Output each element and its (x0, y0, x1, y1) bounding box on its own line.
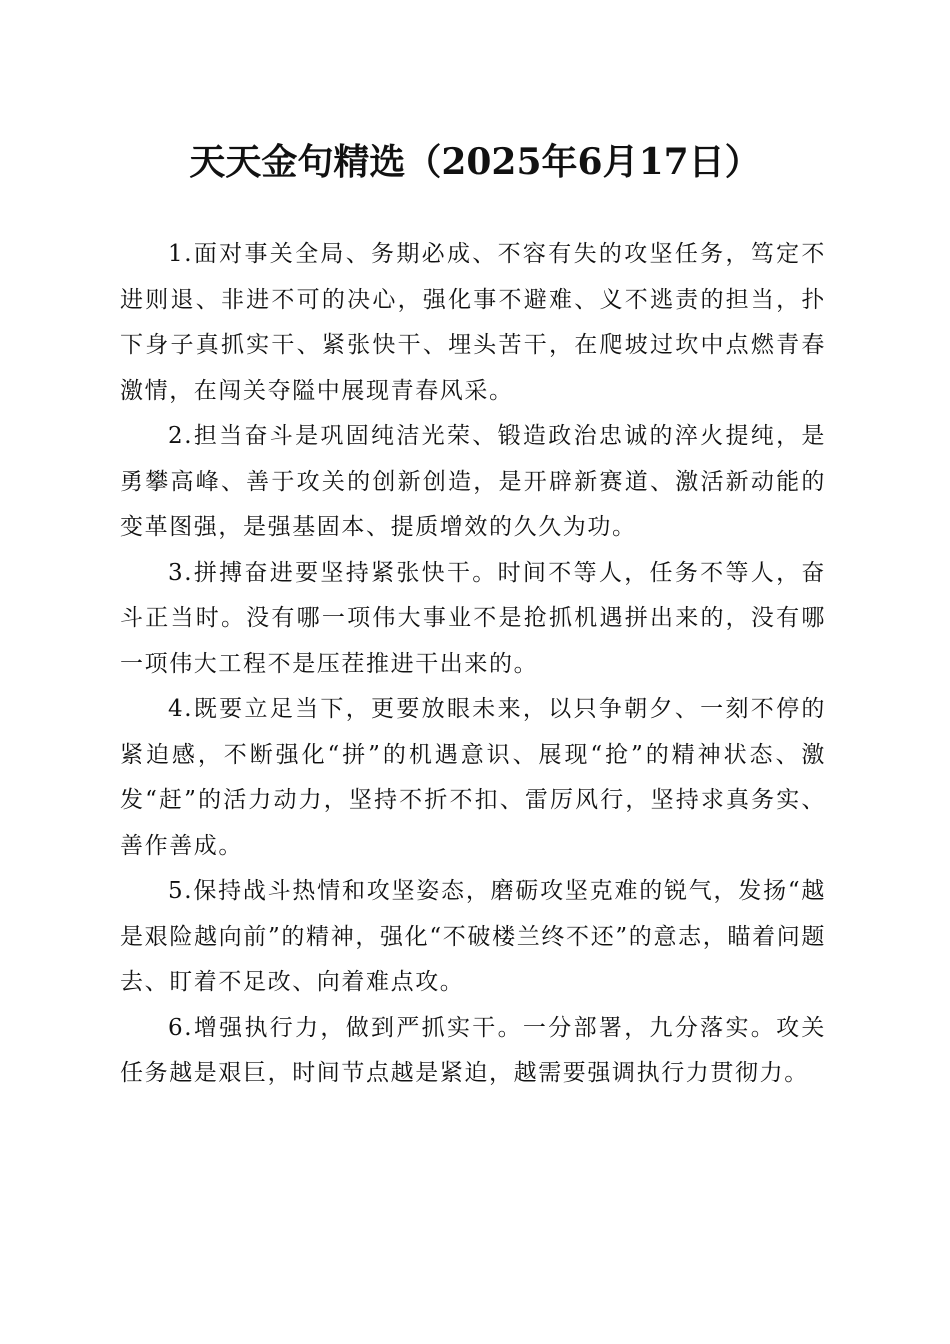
paragraph-1: 1.面对事关全局、务期必成、不容有失的攻坚任务，笃定不进则退、非进不可的决心，强化事不避难、义不逃责的担当，扑下身子真抓实干、紧张快干、埋头苦干，在爬坡过坎中点燃青春激情，在闯关夺隘中展现青春风采。 (120, 241, 826, 404)
paragraph-6: 6.增强执行力，做到严抓实干。一分部署，九分落实。攻关任务越是艰巨，时间节点越是紧迫，越需要强调执行力贯彻力。 (120, 1014, 826, 1086)
document-title: 天天金句精选（2025年6月17日） (189, 141, 761, 183)
paragraph-5: 5.保持战斗热情和攻坚姿态，磨砺攻坚克难的锐气，发扬“越是艰险越向前”的精神，强化“不破楼兰终不还”的意志，瞄着问题去、盯着不足改、向着难点攻。 (120, 878, 826, 995)
paragraph-2: 2.担当奋斗是巩固纯洁光荣、锻造政治忠诚的淬火提纯，是勇攀高峰、善于攻关的创新创造，是开辟新赛道、激活新动能的变革图强，是强基固本、提质增效的久久为功。 (120, 423, 826, 540)
paragraph-3: 3.拼搏奋进要坚持紧张快干。时间不等人，任务不等人，奋斗正当时。没有哪一项伟大事业不是抢抓机遇拼出来的，没有哪一项伟大工程不是压茬推进干出来的。 (120, 559, 826, 677)
paragraph-4: 4.既要立足当下，更要放眼未来，以只争朝夕、一刻不停的紧迫感，不断强化“拼”的机遇意识、展现“抢”的精神状态、激发“赶”的活力动力，坚持不折不扣、雷厉风行，坚持求真务实、善作善成。 (120, 696, 826, 859)
document-body (120, 232, 826, 1097)
